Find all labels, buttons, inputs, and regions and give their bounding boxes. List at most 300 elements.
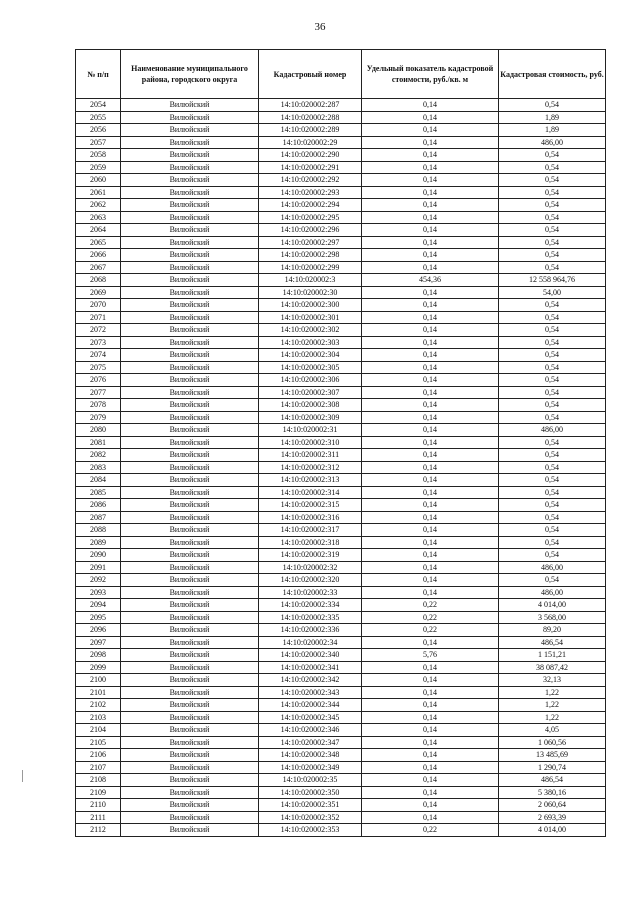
row-number: 2072: [76, 324, 121, 337]
cadastral-cost-cell: 0,54: [499, 461, 606, 474]
unit-rate-cell: 454,36: [362, 274, 499, 287]
row-number: 2070: [76, 299, 121, 312]
district-cell: Вилюйский: [121, 149, 259, 162]
row-number: 2111: [76, 811, 121, 824]
cadastral-number-cell: 14:10:020002:308: [259, 399, 362, 412]
district-cell: Вилюйский: [121, 461, 259, 474]
cadastral-number-cell: 14:10:020002:307: [259, 386, 362, 399]
district-cell: Вилюйский: [121, 811, 259, 824]
cadastral-number-cell: 14:10:020002:299: [259, 261, 362, 274]
row-number: 2060: [76, 174, 121, 187]
cadastral-number-cell: 14:10:020002:309: [259, 411, 362, 424]
table-row: [76, 311, 606, 324]
cadastral-number-cell: 14:10:020002:32: [259, 561, 362, 574]
unit-rate-cell: 0,14: [362, 99, 499, 112]
district-cell: Вилюйский: [121, 249, 259, 262]
cadastral-cost-cell: 486,00: [499, 561, 606, 574]
table-row: [76, 636, 606, 649]
district-cell: Вилюйский: [121, 549, 259, 562]
cadastral-cost-cell: 0,54: [499, 399, 606, 412]
unit-rate-cell: 0,14: [362, 786, 499, 799]
cadastral-cost-cell: 0,54: [499, 499, 606, 512]
row-number: 2055: [76, 111, 121, 124]
cadastral-cost-cell: 0,54: [499, 99, 606, 112]
table-row: [76, 374, 606, 387]
table-row: [76, 474, 606, 487]
unit-rate-cell: 0,14: [362, 374, 499, 387]
row-number: 2074: [76, 349, 121, 362]
cadastral-number-cell: 14:10:020002:334: [259, 599, 362, 612]
cadastral-number-cell: 14:10:020002:296: [259, 224, 362, 237]
cadastral-number-cell: 14:10:020002:351: [259, 799, 362, 812]
page-number: 36: [314, 21, 326, 33]
unit-rate-cell: 0,14: [362, 149, 499, 162]
district-cell: Вилюйский: [121, 586, 259, 599]
table-row: [76, 811, 606, 824]
cadastral-number-cell: 14:10:020002:31: [259, 424, 362, 437]
unit-rate-cell: 0,14: [362, 724, 499, 737]
table-row: [76, 486, 606, 499]
table-row: [76, 524, 606, 537]
unit-rate-cell: 0,14: [362, 574, 499, 587]
district-cell: Вилюйский: [121, 786, 259, 799]
row-number: 2104: [76, 724, 121, 737]
cadastral-number-cell: 14:10:020002:306: [259, 374, 362, 387]
table-row: [76, 574, 606, 587]
row-number: 2056: [76, 124, 121, 137]
table-row: [76, 611, 606, 624]
header-cadastral-number: Кадастровый номер: [259, 50, 362, 99]
table-row: [76, 111, 606, 124]
cadastral-number-cell: 14:10:020002:341: [259, 661, 362, 674]
table-row: [76, 661, 606, 674]
district-cell: Вилюйский: [121, 524, 259, 537]
unit-rate-cell: 0,14: [362, 711, 499, 724]
unit-rate-cell: 0,14: [362, 561, 499, 574]
district-cell: Вилюйский: [121, 336, 259, 349]
unit-rate-cell: 0,14: [362, 349, 499, 362]
cadastral-number-cell: 14:10:020002:335: [259, 611, 362, 624]
table-row: [76, 211, 606, 224]
district-cell: Вилюйский: [121, 99, 259, 112]
row-number: 2077: [76, 386, 121, 399]
cadastral-number-cell: 14:10:020002:320: [259, 574, 362, 587]
cadastral-number-cell: 14:10:020002:346: [259, 724, 362, 737]
row-number: 2091: [76, 561, 121, 574]
table-row: [76, 136, 606, 149]
cadastral-cost-cell: 38 087,42: [499, 661, 606, 674]
row-number: 2107: [76, 761, 121, 774]
cadastral-number-cell: 14:10:020002:287: [259, 99, 362, 112]
row-number: 2066: [76, 249, 121, 262]
unit-rate-cell: 0,14: [362, 524, 499, 537]
district-cell: Вилюйский: [121, 624, 259, 637]
district-cell: Вилюйский: [121, 111, 259, 124]
row-number: 2100: [76, 674, 121, 687]
cadastral-cost-cell: 2 060,64: [499, 799, 606, 812]
unit-rate-cell: 0,14: [362, 211, 499, 224]
cadastral-number-cell: 14:10:020002:290: [259, 149, 362, 162]
unit-rate-cell: 0,14: [362, 436, 499, 449]
district-cell: Вилюйский: [121, 261, 259, 274]
unit-rate-cell: 0,14: [362, 174, 499, 187]
table-row: [76, 286, 606, 299]
row-number: 2071: [76, 311, 121, 324]
unit-rate-cell: 0,22: [362, 624, 499, 637]
district-cell: Вилюйский: [121, 186, 259, 199]
row-number: 2092: [76, 574, 121, 587]
cadastral-cost-cell: 0,54: [499, 411, 606, 424]
table-row: [76, 236, 606, 249]
table-row: [76, 399, 606, 412]
cadastral-number-cell: 14:10:020002:35: [259, 774, 362, 787]
cadastral-number-cell: 14:10:020002:347: [259, 736, 362, 749]
table-row: [76, 799, 606, 812]
table-row: [76, 499, 606, 512]
unit-rate-cell: 0,14: [362, 249, 499, 262]
row-number: 2058: [76, 149, 121, 162]
table-row: [76, 461, 606, 474]
row-number: 2102: [76, 699, 121, 712]
unit-rate-cell: 0,14: [362, 774, 499, 787]
cadastral-number-cell: 14:10:020002:288: [259, 111, 362, 124]
table-row: [76, 161, 606, 174]
table-row: [76, 824, 606, 837]
cadastral-cost-cell: 0,54: [499, 324, 606, 337]
district-cell: Вилюйский: [121, 224, 259, 237]
cadastral-number-cell: 14:10:020002:301: [259, 311, 362, 324]
cadastral-number-cell: 14:10:020002:3: [259, 274, 362, 287]
district-cell: Вилюйский: [121, 136, 259, 149]
row-number: 2075: [76, 361, 121, 374]
table-row: [76, 586, 606, 599]
cadastral-number-cell: 14:10:020002:303: [259, 336, 362, 349]
cadastral-cost-cell: 0,54: [499, 524, 606, 537]
cadastral-number-cell: 14:10:020002:302: [259, 324, 362, 337]
table-row: [76, 224, 606, 237]
cadastral-number-cell: 14:10:020002:350: [259, 786, 362, 799]
table-row: [76, 424, 606, 437]
row-number: 2073: [76, 336, 121, 349]
row-number: 2093: [76, 586, 121, 599]
cadastral-cost-cell: 4 014,00: [499, 824, 606, 837]
table-row: [76, 449, 606, 462]
unit-rate-cell: 0,22: [362, 824, 499, 837]
table-row: [76, 774, 606, 787]
district-cell: Вилюйский: [121, 411, 259, 424]
header-cadastral-cost: Кадастровая стоимость, руб.: [499, 50, 606, 99]
district-cell: Вилюйский: [121, 711, 259, 724]
cadastral-number-cell: 14:10:020002:29: [259, 136, 362, 149]
row-number: 2108: [76, 774, 121, 787]
cadastral-cost-cell: 0,54: [499, 311, 606, 324]
cadastral-number-cell: 14:10:020002:316: [259, 511, 362, 524]
unit-rate-cell: 0,14: [362, 411, 499, 424]
cadastral-cost-cell: 0,54: [499, 511, 606, 524]
table-row: [76, 349, 606, 362]
cadastral-cost-cell: 486,00: [499, 586, 606, 599]
unit-rate-cell: 0,14: [362, 336, 499, 349]
table-row: [76, 411, 606, 424]
district-cell: Вилюйский: [121, 749, 259, 762]
cadastral-cost-cell: 0,54: [499, 224, 606, 237]
district-cell: Вилюйский: [121, 386, 259, 399]
cadastral-number-cell: 14:10:020002:33: [259, 586, 362, 599]
cadastral-cost-cell: 1 060,56: [499, 736, 606, 749]
district-cell: Вилюйский: [121, 674, 259, 687]
unit-rate-cell: 0,14: [362, 424, 499, 437]
cadastral-cost-cell: 0,54: [499, 336, 606, 349]
cadastral-cost-cell: 0,54: [499, 186, 606, 199]
row-number: 2062: [76, 199, 121, 212]
district-cell: Вилюйский: [121, 424, 259, 437]
cadastral-number-cell: 14:10:020002:342: [259, 674, 362, 687]
row-number: 2068: [76, 274, 121, 287]
table-row: [76, 186, 606, 199]
unit-rate-cell: 0,14: [362, 486, 499, 499]
cadastral-cost-cell: 0,54: [499, 261, 606, 274]
row-number: 2083: [76, 461, 121, 474]
table-row: [76, 124, 606, 137]
unit-rate-cell: 0,14: [362, 811, 499, 824]
cadastral-number-cell: 14:10:020002:312: [259, 461, 362, 474]
district-cell: Вилюйский: [121, 299, 259, 312]
district-cell: Вилюйский: [121, 124, 259, 137]
district-cell: Вилюйский: [121, 474, 259, 487]
district-cell: Вилюйский: [121, 599, 259, 612]
unit-rate-cell: 0,22: [362, 611, 499, 624]
cadastral-cost-cell: 1,89: [499, 124, 606, 137]
cadastral-number-cell: 14:10:020002:343: [259, 686, 362, 699]
unit-rate-cell: 0,14: [362, 449, 499, 462]
row-number: 2090: [76, 549, 121, 562]
unit-rate-cell: 0,14: [362, 661, 499, 674]
cadastral-cost-cell: 2 693,39: [499, 811, 606, 824]
district-cell: Вилюйский: [121, 736, 259, 749]
table-row: [76, 711, 606, 724]
table-row: [76, 536, 606, 549]
unit-rate-cell: 0,14: [362, 549, 499, 562]
district-cell: Вилюйский: [121, 236, 259, 249]
cadastral-cost-cell: 1,22: [499, 686, 606, 699]
cadastral-number-cell: 14:10:020002:300: [259, 299, 362, 312]
table-row: [76, 786, 606, 799]
cadastral-cost-cell: 0,54: [499, 474, 606, 487]
row-number: 2065: [76, 236, 121, 249]
unit-rate-cell: 0,14: [362, 124, 499, 137]
district-cell: Вилюйский: [121, 211, 259, 224]
row-number: 2054: [76, 99, 121, 112]
table-body: [76, 99, 606, 837]
row-number: 2088: [76, 524, 121, 537]
cadastral-cost-cell: 486,54: [499, 636, 606, 649]
district-cell: Вилюйский: [121, 686, 259, 699]
unit-rate-cell: 0,14: [362, 749, 499, 762]
district-cell: Вилюйский: [121, 436, 259, 449]
unit-rate-cell: 0,14: [362, 286, 499, 299]
unit-rate-cell: 0,14: [362, 636, 499, 649]
cadastral-cost-cell: 0,54: [499, 199, 606, 212]
table-row: [76, 299, 606, 312]
unit-rate-cell: 0,14: [362, 499, 499, 512]
cadastral-cost-cell: 1,22: [499, 699, 606, 712]
cadastral-cost-cell: 0,54: [499, 574, 606, 587]
unit-rate-cell: 0,14: [362, 199, 499, 212]
district-cell: Вилюйский: [121, 774, 259, 787]
row-number: 2098: [76, 649, 121, 662]
cadastral-number-cell: 14:10:020002:353: [259, 824, 362, 837]
row-number: 2067: [76, 261, 121, 274]
cadastral-number-cell: 14:10:020002:352: [259, 811, 362, 824]
unit-rate-cell: 5,76: [362, 649, 499, 662]
cadastral-number-cell: 14:10:020002:295: [259, 211, 362, 224]
district-cell: Вилюйский: [121, 324, 259, 337]
cadastral-number-cell: 14:10:020002:291: [259, 161, 362, 174]
cadastral-number-cell: 14:10:020002:348: [259, 749, 362, 762]
cadastral-cost-cell: 486,00: [499, 424, 606, 437]
row-number: 2061: [76, 186, 121, 199]
cadastral-number-cell: 14:10:020002:317: [259, 524, 362, 537]
district-cell: Вилюйский: [121, 486, 259, 499]
district-cell: Вилюйский: [121, 361, 259, 374]
table-row: [76, 199, 606, 212]
table-row: [76, 99, 606, 112]
row-number: 2103: [76, 711, 121, 724]
cadastral-cost-cell: 0,54: [499, 349, 606, 362]
district-cell: Вилюйский: [121, 311, 259, 324]
table-row: [76, 436, 606, 449]
row-number: 2099: [76, 661, 121, 674]
unit-rate-cell: 0,14: [362, 474, 499, 487]
district-cell: Вилюйский: [121, 174, 259, 187]
row-number: 2089: [76, 536, 121, 549]
cadastral-number-cell: 14:10:020002:305: [259, 361, 362, 374]
table-row: [76, 686, 606, 699]
cadastral-cost-cell: 13 485,69: [499, 749, 606, 762]
cadastral-cost-cell: 32,13: [499, 674, 606, 687]
cadastral-number-cell: 14:10:020002:289: [259, 124, 362, 137]
table-row: [76, 336, 606, 349]
unit-rate-cell: 0,14: [362, 161, 499, 174]
header-unit-rate: Удельный показатель кадастровой стоимости, руб./кв. м: [362, 50, 499, 99]
district-cell: Вилюйский: [121, 761, 259, 774]
unit-rate-cell: 0,14: [362, 799, 499, 812]
cadastral-number-cell: 14:10:020002:311: [259, 449, 362, 462]
cadastral-cost-cell: 0,54: [499, 361, 606, 374]
cadastral-cost-cell: 0,54: [499, 249, 606, 262]
cadastral-cost-cell: 5 380,16: [499, 786, 606, 799]
cadastral-number-cell: 14:10:020002:293: [259, 186, 362, 199]
cadastral-cost-cell: 0,54: [499, 386, 606, 399]
cadastral-number-cell: 14:10:020002:340: [259, 649, 362, 662]
cadastral-number-cell: 14:10:020002:292: [259, 174, 362, 187]
header-district: Наименование муниципального района, городского округа: [121, 50, 259, 99]
district-cell: Вилюйский: [121, 536, 259, 549]
table-row: [76, 511, 606, 524]
cadastral-cost-cell: 0,54: [499, 449, 606, 462]
cadastral-cost-cell: 12 558 964,76: [499, 274, 606, 287]
row-number: 2109: [76, 786, 121, 799]
table-row: [76, 749, 606, 762]
row-number: 2079: [76, 411, 121, 424]
row-number: 2082: [76, 449, 121, 462]
table-row: [76, 149, 606, 162]
district-cell: Вилюйский: [121, 199, 259, 212]
district-cell: Вилюйский: [121, 399, 259, 412]
unit-rate-cell: 0,14: [362, 586, 499, 599]
row-number: 2112: [76, 824, 121, 837]
cadastral-cost-cell: 0,54: [499, 299, 606, 312]
cadastral-number-cell: 14:10:020002:349: [259, 761, 362, 774]
cadastral-number-cell: 14:10:020002:345: [259, 711, 362, 724]
row-number: 2096: [76, 624, 121, 637]
unit-rate-cell: 0,14: [362, 236, 499, 249]
table-row: [76, 736, 606, 749]
row-number: 2106: [76, 749, 121, 762]
table-row: [76, 649, 606, 662]
cadastral-number-cell: 14:10:020002:297: [259, 236, 362, 249]
cadastral-number-cell: 14:10:020002:298: [259, 249, 362, 262]
table-row: [76, 324, 606, 337]
unit-rate-cell: 0,14: [362, 311, 499, 324]
row-number: 2081: [76, 436, 121, 449]
district-cell: Вилюйский: [121, 161, 259, 174]
cadastral-number-cell: 14:10:020002:318: [259, 536, 362, 549]
district-cell: Вилюйский: [121, 374, 259, 387]
unit-rate-cell: 0,14: [362, 511, 499, 524]
district-cell: Вилюйский: [121, 449, 259, 462]
unit-rate-cell: 0,14: [362, 686, 499, 699]
cadastral-cost-cell: 4 014,00: [499, 599, 606, 612]
row-number: 2087: [76, 511, 121, 524]
unit-rate-cell: 0,14: [362, 536, 499, 549]
district-cell: Вилюйский: [121, 649, 259, 662]
unit-rate-cell: 0,14: [362, 111, 499, 124]
cadastral-cost-cell: 1 151,21: [499, 649, 606, 662]
district-cell: Вилюйский: [121, 574, 259, 587]
cadastral-number-cell: 14:10:020002:34: [259, 636, 362, 649]
unit-rate-cell: 0,14: [362, 324, 499, 337]
district-cell: Вилюйский: [121, 511, 259, 524]
cadastral-number-cell: 14:10:020002:336: [259, 624, 362, 637]
unit-rate-cell: 0,14: [362, 299, 499, 312]
district-cell: Вилюйский: [121, 286, 259, 299]
table-row: [76, 599, 606, 612]
row-number: 2076: [76, 374, 121, 387]
row-number: 2084: [76, 474, 121, 487]
cadastral-cost-cell: 3 568,00: [499, 611, 606, 624]
cadastral-cost-cell: 0,54: [499, 536, 606, 549]
unit-rate-cell: 0,14: [362, 674, 499, 687]
table-row: [76, 386, 606, 399]
table-row: [76, 624, 606, 637]
cadastral-cost-cell: 486,54: [499, 774, 606, 787]
cadastral-cost-cell: 0,54: [499, 374, 606, 387]
cadastral-value-table: [75, 49, 606, 837]
row-number: 2110: [76, 799, 121, 812]
table-row: [76, 561, 606, 574]
table-row: [76, 274, 606, 287]
header-num: № п/п: [76, 50, 121, 99]
district-cell: Вилюйский: [121, 349, 259, 362]
cadastral-number-cell: 14:10:020002:304: [259, 349, 362, 362]
unit-rate-cell: 0,14: [362, 261, 499, 274]
cadastral-number-cell: 14:10:020002:315: [259, 499, 362, 512]
district-cell: Вилюйский: [121, 499, 259, 512]
row-number: 2057: [76, 136, 121, 149]
table-row: [76, 699, 606, 712]
district-cell: Вилюйский: [121, 824, 259, 837]
